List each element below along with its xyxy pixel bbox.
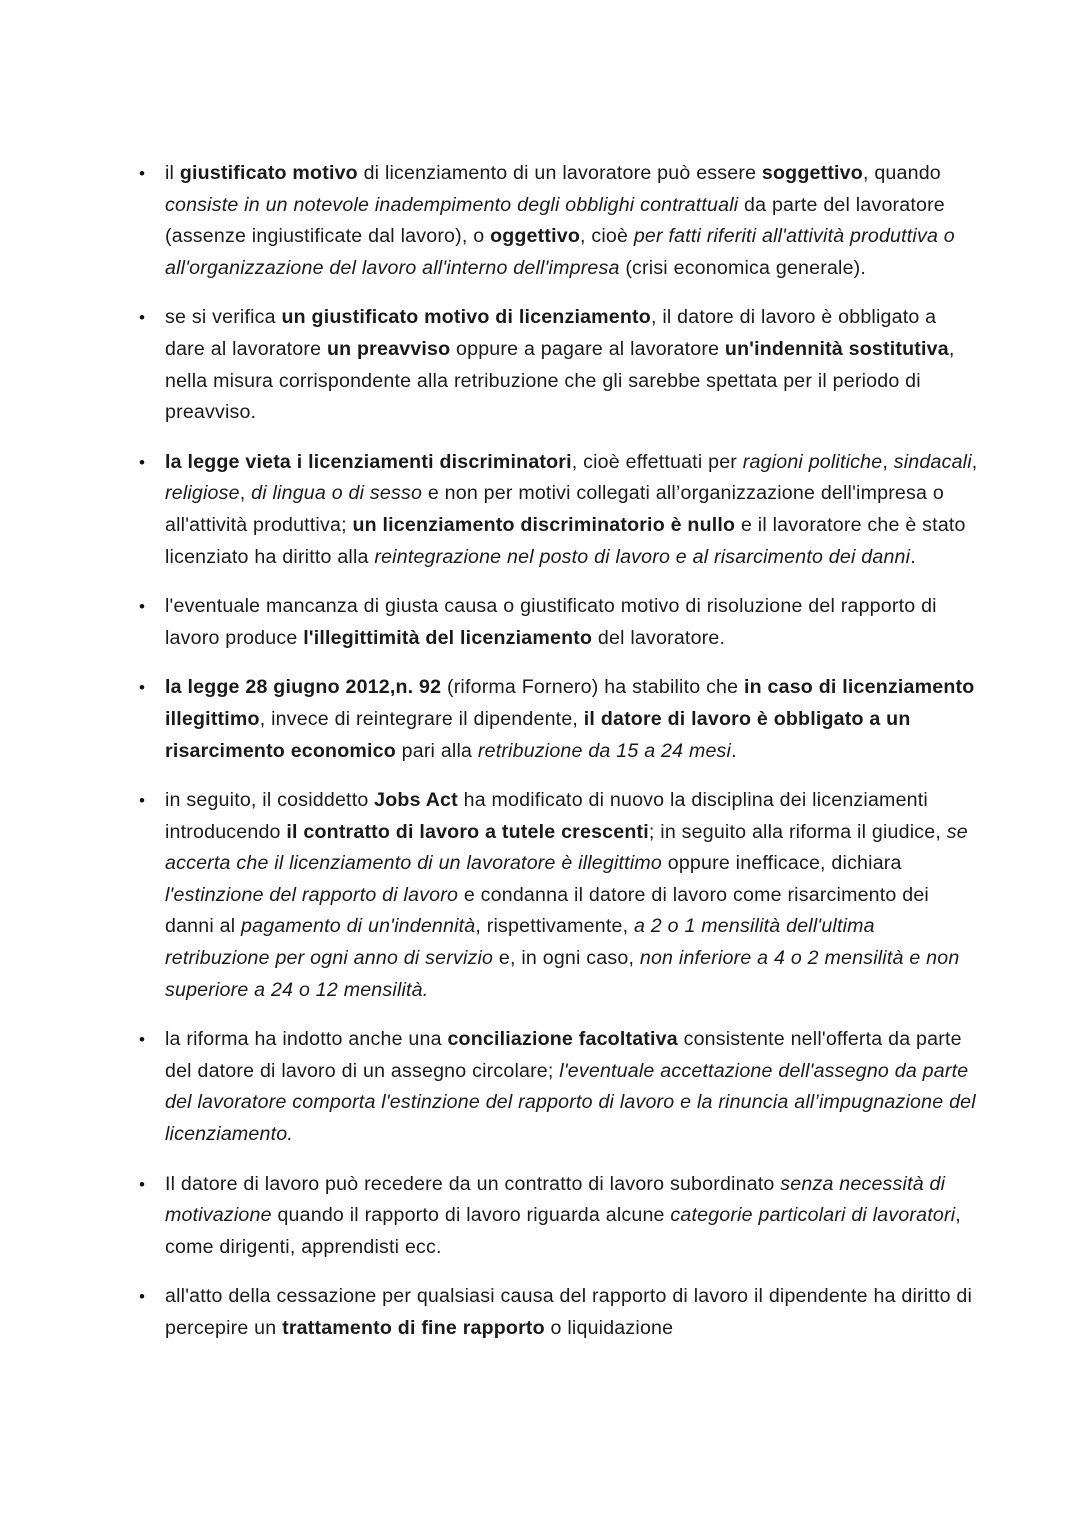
emphasis-bold: il contratto di lavoro a tutele crescenti [286,820,649,843]
emphasis-italic: pagamento di un'indennità [241,915,476,938]
emphasis-bold: la legge 28 giugno 2012,n. 92 [165,676,442,699]
list-item [138,591,978,654]
emphasis-italic: consiste in un notevole inadempimento degli obblighi contrattuali [165,193,739,216]
text-run: pari alla [395,739,478,762]
text-run: e condanna il datore di lavoro come risarcimento dei danni al [165,883,929,938]
list-item-text [165,1024,978,1150]
bullet-marker-icon: • [139,164,146,183]
list-item-text [165,1169,978,1264]
bullet-marker-icon: • [139,791,146,811]
text-run: l'eventuale mancanza di giusta causa o giustificato motivo di risoluzione del rapporto di lavoro produce [165,595,937,649]
text-run: . [731,739,737,762]
text-run: o liquidazione [544,1317,674,1339]
emphasis-italic: senza necessità di motivazione [165,1172,946,1227]
text-run: in seguito, il cosiddetto [165,789,375,812]
text-run: , [971,450,978,473]
list-item [138,302,978,428]
emphasis-italic: a 2 o 1 mensilità dell'ultima retribuzione per ogni anno di servizio [165,915,875,970]
list-item-text [165,302,978,428]
emphasis-bold: conciliazione facoltativa [447,1028,678,1051]
emphasis-italic: categorie particolari di lavoratori [670,1204,956,1227]
emphasis-italic: per fatti riferiti all'attività produttiva o all'organizzazione del lavoro all'interno dell'impresa [165,225,955,279]
text-run: oppure a pagare al lavoratore [450,337,725,360]
list-item [138,672,978,767]
emphasis-italic: di lingua o di sesso [251,482,423,505]
text-run: , [239,482,252,505]
text-run: e il lavoratore che è stato licenziato ha diritto alla [165,513,966,568]
emphasis-bold: soggettivo [761,162,863,184]
text-run: all'atto della cessazione per qualsiasi causa del rapporto di lavoro il dipendente ha diritto di percepire un [165,1285,973,1339]
emphasis-bold: trattamento di fine rapporto [282,1317,545,1339]
bullet-marker-icon: • [139,1174,146,1194]
emphasis-italic: l'estinzione del rapporto di lavoro [165,883,459,906]
emphasis-bold: un giustificato motivo di licenziamento [281,306,651,329]
list-item [138,158,978,284]
text-run: , [882,450,894,473]
bullet-list [138,158,978,1345]
list-item [138,785,978,1006]
bullet-marker-icon: • [139,597,146,617]
emphasis-italic: reintegrazione nel posto di lavoro e al risarcimento dei danni [374,545,911,568]
emphasis-bold: il datore di lavoro è obbligato a un risarcimento economico [165,707,911,762]
bullet-marker-icon: • [139,308,146,328]
text-run: del lavoratore. [592,626,726,649]
text-run: ; in seguito alla riforma il giudice, [648,820,947,843]
text-run: , rispettivamente, [475,915,634,938]
text-run: quando il rapporto di lavoro riguarda alcune [271,1204,671,1227]
emphasis-italic: retribuzione da 15 a 24 mesi [477,739,732,762]
text-run: il [165,162,180,184]
list-item [138,1281,978,1344]
text-run: , cioè [580,225,634,248]
emphasis-italic: se accerta che il licenziamento di un lavoratore è illegittimo [165,820,968,875]
text-run: e non per motivi collegati all’organizzazione dell'impresa o all'attività produttiva; [165,482,944,536]
emphasis-bold: l'illegittimità del licenziamento [303,626,593,649]
text-run: oppure inefficace, dichiara [662,852,902,875]
text-run: e, in ogni caso, [493,947,640,970]
bullet-marker-icon: • [139,1030,146,1050]
text-run: , come dirigenti, apprendisti ecc. [165,1204,961,1258]
list-item-text [165,158,978,284]
bullet-marker-icon: • [139,452,146,472]
text-run: , il datore di lavoro è obbligato a dare al lavoratore [165,306,937,360]
text-run: consistente nell'offerta da parte del datore di lavoro di un assegno circolare; [165,1028,962,1082]
text-run: , cioè effettuati per [571,450,743,473]
emphasis-bold: oggettivo [490,225,580,248]
text-run: di licenziamento di un lavoratore può essere [357,162,762,184]
text-run: se si verifica [165,306,282,329]
emphasis-italic: non inferiore a 4 o 2 mensilità e non superiore a 24 o 12 mensilità. [165,947,960,1001]
list-item-text [165,1281,978,1344]
text-run: Il datore di lavoro può recedere da un contratto di lavoro subordinato [165,1172,781,1195]
text-run: (crisi economica generale). [619,256,867,279]
list-item-text [165,591,978,654]
emphasis-bold: giustificato motivo [179,162,358,184]
bullet-marker-icon: • [139,678,146,698]
bullet-marker-icon: • [139,1287,146,1307]
list-item-text [165,672,978,767]
emphasis-bold: Jobs Act [374,789,458,812]
emphasis-bold: un preavviso [326,337,451,360]
emphasis-bold: un licenziamento discriminatorio è nullo [352,513,736,536]
emphasis-italic: l'eventuale accettazione dell'assegno da parte del lavoratore comporta l'estinzione del rapporto di lavoro e la rinuncia all’impugnazione del licenziamento. [165,1059,976,1146]
emphasis-italic: religiose [165,482,240,505]
list-item-text [165,785,978,1006]
text-run: . [910,545,916,568]
text-run: , invece di reintegrare il dipendente, [259,707,584,730]
list-item-text [165,447,978,573]
emphasis-bold: la legge vieta i licenziamenti discriminatori [165,450,572,473]
list-item [138,447,978,573]
text-run: , quando [862,162,941,184]
emphasis-bold: un'indennità sostitutiva [724,337,949,360]
text-run: da parte del lavoratore (assenze ingiustificate dal lavoro), o [165,193,945,248]
emphasis-italic: ragioni politiche [742,450,883,473]
list-item [138,1169,978,1264]
text-run: (riforma Fornero) ha stabilito che [441,676,744,699]
emphasis-bold: in caso di licenziamento illegittimo [165,676,975,730]
text-run: ha modificato di nuovo la disciplina dei licenziamenti introducendo [165,789,928,843]
emphasis-italic: sindacali [893,450,972,473]
list-item [138,1024,978,1150]
text-run: , nella misura corrispondente alla retribuzione che gli sarebbe spettata per il periodo di preavviso. [165,337,955,424]
text-run: la riforma ha indotto anche una [165,1028,448,1051]
